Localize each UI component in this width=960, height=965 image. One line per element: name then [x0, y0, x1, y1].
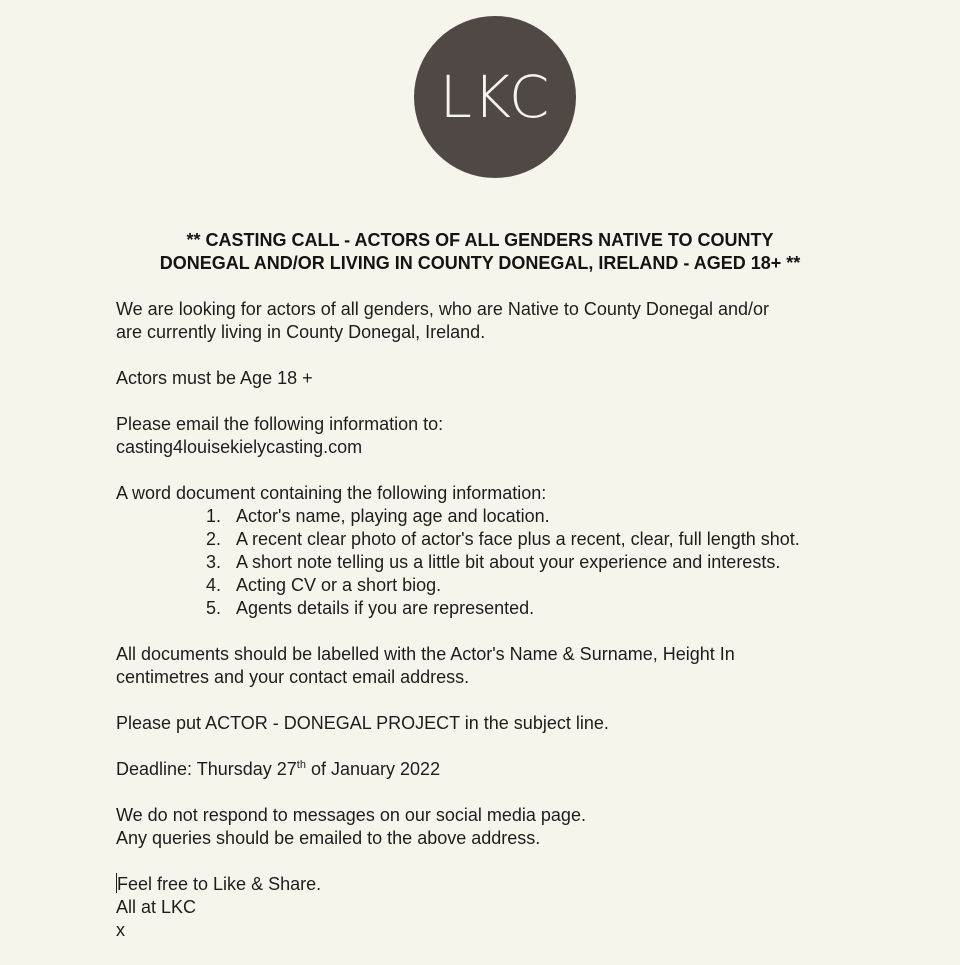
- deadline-ordinal: th: [296, 759, 306, 771]
- list-item: [116, 551, 936, 574]
- list-item: [116, 505, 936, 528]
- list-text: Actor's name, playing age and location.: [236, 506, 550, 526]
- list-item: [116, 574, 936, 597]
- list-number: 3.: [206, 552, 222, 572]
- subject-line: Please put ACTOR - DONEGAL PROJECT in the subject line.: [116, 713, 609, 733]
- age-requirement: [116, 367, 936, 390]
- lkc-logo: [414, 16, 576, 178]
- email-instructions: [116, 413, 936, 459]
- deadline-line: [116, 758, 936, 781]
- intro-paragraph: [116, 298, 936, 344]
- signoff-text-1: Feel free to Like & Share.: [117, 874, 322, 894]
- subject-instructions: [116, 712, 936, 735]
- labelling-instructions: [116, 643, 936, 689]
- list-number: 2.: [206, 529, 222, 549]
- deadline-rest: of January 2022: [305, 759, 441, 779]
- list-text: Agents details if you are represented.: [236, 598, 535, 618]
- list-text: A short note telling us a little bit about your experience and interests.: [236, 552, 781, 572]
- document-requirements: [116, 482, 936, 620]
- list-number: 5.: [206, 598, 222, 618]
- casting-call-headline: [40, 229, 920, 275]
- headline-line-2: DONEGAL AND/OR LIVING IN COUNTY DONEGAL, IRELAND - AGED 18+ **: [159, 253, 801, 273]
- signoff-line-3: x: [116, 920, 125, 940]
- social-notice: [116, 804, 936, 850]
- document-heading: A word document containing the following information:: [116, 483, 547, 503]
- list-text: Acting CV or a short biog.: [236, 575, 442, 595]
- email-line: Please email the following information to:: [116, 414, 444, 434]
- signoff: [116, 873, 936, 942]
- list-text: A recent clear photo of actor's face plus a recent, clear, full length shot.: [236, 529, 800, 549]
- list-number: 4.: [206, 575, 222, 595]
- intro-line-1: We are looking for actors of all genders, who are Native to County Donegal and/or: [116, 299, 770, 319]
- signoff-line-1: [116, 873, 936, 896]
- email-address[interactable]: casting4louisekielycasting.com: [116, 437, 363, 457]
- list-item: [116, 528, 936, 551]
- labelling-line-2: centimetres and your contact email address.: [116, 667, 470, 687]
- intro-line-2: are currently living in County Donegal, Ireland.: [116, 322, 486, 342]
- list-item: [116, 597, 936, 620]
- age-line: Actors must be Age 18 +: [116, 368, 313, 388]
- list-number: 1.: [206, 506, 222, 526]
- headline-line-1: ** CASTING CALL - ACTORS OF ALL GENDERS NATIVE TO COUNTY: [186, 230, 774, 250]
- deadline-prefix: Deadline: Thursday 27: [116, 759, 297, 779]
- social-line-1: We do not respond to messages on our social media page.: [116, 805, 586, 825]
- deadline: [116, 758, 936, 781]
- social-line-2: Any queries should be emailed to the above address.: [116, 828, 541, 848]
- casting-call-body: [116, 298, 936, 965]
- signoff-line-2: All at LKC: [116, 897, 197, 917]
- labelling-line-1: All documents should be labelled with the Actor's Name & Surname, Height In: [116, 644, 735, 664]
- requirements-list: [116, 505, 936, 620]
- logo-text: LKC: [439, 63, 551, 131]
